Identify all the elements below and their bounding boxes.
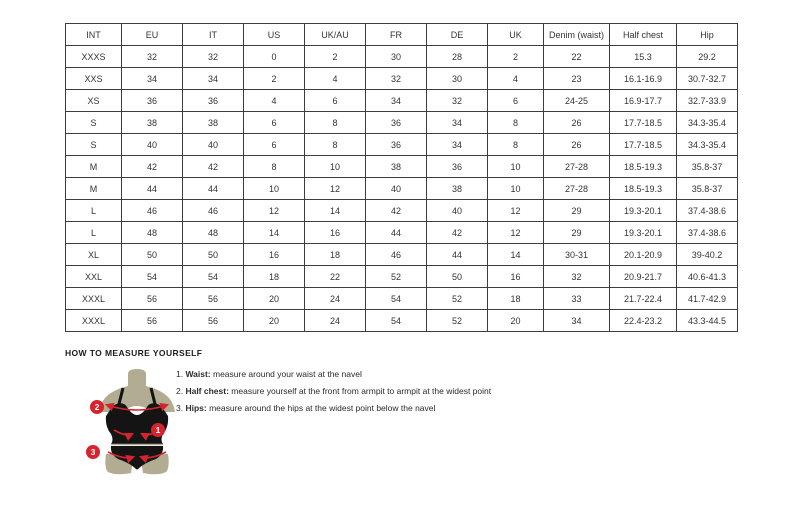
size-table-row [66, 244, 738, 266]
size-cell: 29 [544, 200, 610, 222]
step-description: measure around the hips at the widest point below the navel [206, 403, 436, 413]
size-cell: 20 [488, 310, 544, 332]
size-cell: 46 [183, 200, 244, 222]
size-column-header: UK [488, 24, 544, 46]
size-table-row [66, 200, 738, 222]
size-cell: 20.9-21.7 [610, 266, 677, 288]
size-cell: 37.4-38.6 [677, 200, 738, 222]
size-cell: 50 [183, 244, 244, 266]
size-column-header: DE [427, 24, 488, 46]
measure-step [176, 400, 491, 417]
size-cell: 36 [366, 112, 427, 134]
size-cell: 12 [244, 200, 305, 222]
size-cell: 36 [427, 156, 488, 178]
size-cell: 10 [488, 156, 544, 178]
size-table-row [66, 288, 738, 310]
size-column-header: Half chest [610, 24, 677, 46]
size-cell: XXL [66, 266, 122, 288]
size-cell: XXS [66, 68, 122, 90]
size-cell: 54 [366, 310, 427, 332]
size-column-header: FR [366, 24, 427, 46]
step-term: Half chest: [185, 386, 229, 396]
badge-half-chest [90, 400, 104, 414]
size-table-row [66, 134, 738, 156]
size-cell: 34 [427, 134, 488, 156]
size-cell: 19.3-20.1 [610, 200, 677, 222]
size-cell: 18 [488, 288, 544, 310]
size-cell: 14 [244, 222, 305, 244]
size-cell: 41.7-42.9 [677, 288, 738, 310]
size-cell: 33 [544, 288, 610, 310]
size-cell: 4 [305, 68, 366, 90]
size-table-row [66, 178, 738, 200]
size-cell: L [66, 200, 122, 222]
size-cell: 44 [427, 244, 488, 266]
size-cell: 38 [427, 178, 488, 200]
size-cell: 56 [122, 310, 183, 332]
size-cell: 8 [305, 112, 366, 134]
size-table-row [66, 310, 738, 332]
size-cell: 56 [183, 310, 244, 332]
size-table-row [66, 112, 738, 134]
size-cell: 0 [244, 46, 305, 68]
size-cell: 16 [244, 244, 305, 266]
size-cell: 20.1-20.9 [610, 244, 677, 266]
size-cell: 35.8-37 [677, 178, 738, 200]
size-cell: 34 [544, 310, 610, 332]
size-cell: 43.3-44.5 [677, 310, 738, 332]
size-cell: 6 [488, 90, 544, 112]
size-cell: 4 [488, 68, 544, 90]
size-table-row [66, 46, 738, 68]
size-cell: 44 [366, 222, 427, 244]
step-term: Hips: [185, 403, 207, 413]
size-column-header: UK/AU [305, 24, 366, 46]
size-cell: 14 [488, 244, 544, 266]
size-cell: 17.7-18.5 [610, 112, 677, 134]
size-cell: M [66, 178, 122, 200]
size-cell: 37.4-38.6 [677, 222, 738, 244]
size-cell: 21.7-22.4 [610, 288, 677, 310]
svg-text:2: 2 [94, 402, 100, 412]
size-table-body [66, 46, 738, 332]
size-conversion-table [65, 23, 738, 332]
size-cell: 27-28 [544, 156, 610, 178]
size-column-header: IT [183, 24, 244, 46]
size-cell: 24-25 [544, 90, 610, 112]
size-cell: 32 [427, 90, 488, 112]
size-cell: 38 [366, 156, 427, 178]
size-cell: 32 [122, 46, 183, 68]
step-number: 2. [176, 386, 186, 396]
measure-step [176, 383, 491, 400]
size-cell: 42 [366, 200, 427, 222]
step-number: 1. [176, 369, 186, 379]
size-cell: 24 [305, 288, 366, 310]
header-row [66, 24, 738, 46]
step-description: measure around your waist at the navel [210, 369, 362, 379]
size-table-header [66, 24, 738, 46]
size-cell: 30-31 [544, 244, 610, 266]
size-cell: 48 [122, 222, 183, 244]
size-column-header: Denim (waist) [544, 24, 610, 46]
svg-text:1: 1 [155, 425, 161, 435]
size-cell: 52 [427, 310, 488, 332]
size-cell: 27-28 [544, 178, 610, 200]
size-cell: XXXL [66, 288, 122, 310]
size-cell: 54 [122, 266, 183, 288]
size-cell: 6 [244, 134, 305, 156]
size-cell: 12 [305, 178, 366, 200]
size-cell: 26 [544, 112, 610, 134]
measure-section-title: HOW TO MEASURE YOURSELF [65, 348, 203, 358]
size-cell: 54 [366, 288, 427, 310]
step-number: 3. [176, 403, 186, 413]
size-cell: 35.8-37 [677, 156, 738, 178]
size-cell: 34 [183, 68, 244, 90]
size-cell: 23 [544, 68, 610, 90]
size-column-header: US [244, 24, 305, 46]
size-cell: 29 [544, 222, 610, 244]
size-cell: 44 [183, 178, 244, 200]
size-cell: 34 [427, 112, 488, 134]
size-cell: 16.9-17.7 [610, 90, 677, 112]
size-cell: 17.7-18.5 [610, 134, 677, 156]
size-cell: 6 [305, 90, 366, 112]
size-cell: 26 [544, 134, 610, 156]
size-cell: XXXS [66, 46, 122, 68]
size-table-row [66, 90, 738, 112]
size-cell: 40 [122, 134, 183, 156]
size-cell: 10 [305, 156, 366, 178]
size-cell: 40 [183, 134, 244, 156]
size-cell: 30 [427, 68, 488, 90]
size-cell: 34.3-35.4 [677, 112, 738, 134]
size-cell: XL [66, 244, 122, 266]
size-cell: L [66, 222, 122, 244]
measure-section [65, 348, 202, 358]
size-cell: 8 [488, 112, 544, 134]
size-cell: 15.3 [610, 46, 677, 68]
size-cell: 39-40.2 [677, 244, 738, 266]
size-cell: 50 [122, 244, 183, 266]
size-cell: 22 [544, 46, 610, 68]
size-cell: 40 [366, 178, 427, 200]
size-column-header: INT [66, 24, 122, 46]
size-cell: 2 [488, 46, 544, 68]
size-cell: 34.3-35.4 [677, 134, 738, 156]
size-cell: XXXL [66, 310, 122, 332]
size-cell: 42 [183, 156, 244, 178]
size-cell: 28 [427, 46, 488, 68]
size-cell: 30.7-32.7 [677, 68, 738, 90]
size-cell: XS [66, 90, 122, 112]
size-cell: 16 [305, 222, 366, 244]
size-cell: 36 [122, 90, 183, 112]
size-cell: 38 [122, 112, 183, 134]
size-cell: 38 [183, 112, 244, 134]
size-cell: 22 [305, 266, 366, 288]
size-cell: S [66, 112, 122, 134]
size-cell: 34 [122, 68, 183, 90]
badge-hips [86, 445, 100, 459]
size-cell: 36 [183, 90, 244, 112]
size-cell: 12 [488, 200, 544, 222]
size-cell: 16 [488, 266, 544, 288]
step-description: measure yourself at the front from armpit to armpit at the widest point [228, 386, 492, 396]
size-cell: 56 [122, 288, 183, 310]
size-cell: 54 [183, 266, 244, 288]
size-cell: 18.5-19.3 [610, 178, 677, 200]
size-cell: 8 [305, 134, 366, 156]
size-cell: 18.5-19.3 [610, 156, 677, 178]
size-cell: 18 [305, 244, 366, 266]
size-cell: 14 [305, 200, 366, 222]
size-cell: 50 [427, 266, 488, 288]
measure-steps-list [176, 366, 491, 417]
size-cell: 22.4-23.2 [610, 310, 677, 332]
size-table-row [66, 156, 738, 178]
size-cell: 48 [183, 222, 244, 244]
step-term: Waist: [185, 369, 211, 379]
size-cell: 32 [544, 266, 610, 288]
size-cell: 19.3-20.1 [610, 222, 677, 244]
size-table-row [66, 68, 738, 90]
size-cell: 24 [305, 310, 366, 332]
badge-waist [151, 423, 165, 437]
size-cell: 4 [244, 90, 305, 112]
svg-text:3: 3 [90, 447, 96, 457]
size-cell: M [66, 156, 122, 178]
size-cell: 18 [244, 266, 305, 288]
size-cell: 10 [244, 178, 305, 200]
size-cell: 2 [244, 68, 305, 90]
size-cell: 44 [122, 178, 183, 200]
size-table-row [66, 266, 738, 288]
size-cell: 46 [366, 244, 427, 266]
size-cell: 52 [427, 288, 488, 310]
size-cell: 6 [244, 112, 305, 134]
size-cell: 56 [183, 288, 244, 310]
measure-step [176, 366, 491, 383]
size-cell: 20 [244, 288, 305, 310]
size-cell: 8 [244, 156, 305, 178]
size-cell: 36 [366, 134, 427, 156]
size-cell: 46 [122, 200, 183, 222]
size-cell: 32.7-33.9 [677, 90, 738, 112]
size-cell: 20 [244, 310, 305, 332]
size-cell: 52 [366, 266, 427, 288]
size-cell: 2 [305, 46, 366, 68]
size-cell: 34 [366, 90, 427, 112]
size-column-header: EU [122, 24, 183, 46]
size-table-row [66, 222, 738, 244]
size-cell: 29.2 [677, 46, 738, 68]
size-cell: 10 [488, 178, 544, 200]
size-cell: 40 [427, 200, 488, 222]
size-cell: 42 [122, 156, 183, 178]
size-cell: 30 [366, 46, 427, 68]
size-cell: 42 [427, 222, 488, 244]
size-cell: 32 [366, 68, 427, 90]
size-cell: 16.1-16.9 [610, 68, 677, 90]
size-cell: S [66, 134, 122, 156]
size-column-header: Hip [677, 24, 738, 46]
size-cell: 8 [488, 134, 544, 156]
size-cell: 32 [183, 46, 244, 68]
size-cell: 40.6-41.3 [677, 266, 738, 288]
size-cell: 12 [488, 222, 544, 244]
